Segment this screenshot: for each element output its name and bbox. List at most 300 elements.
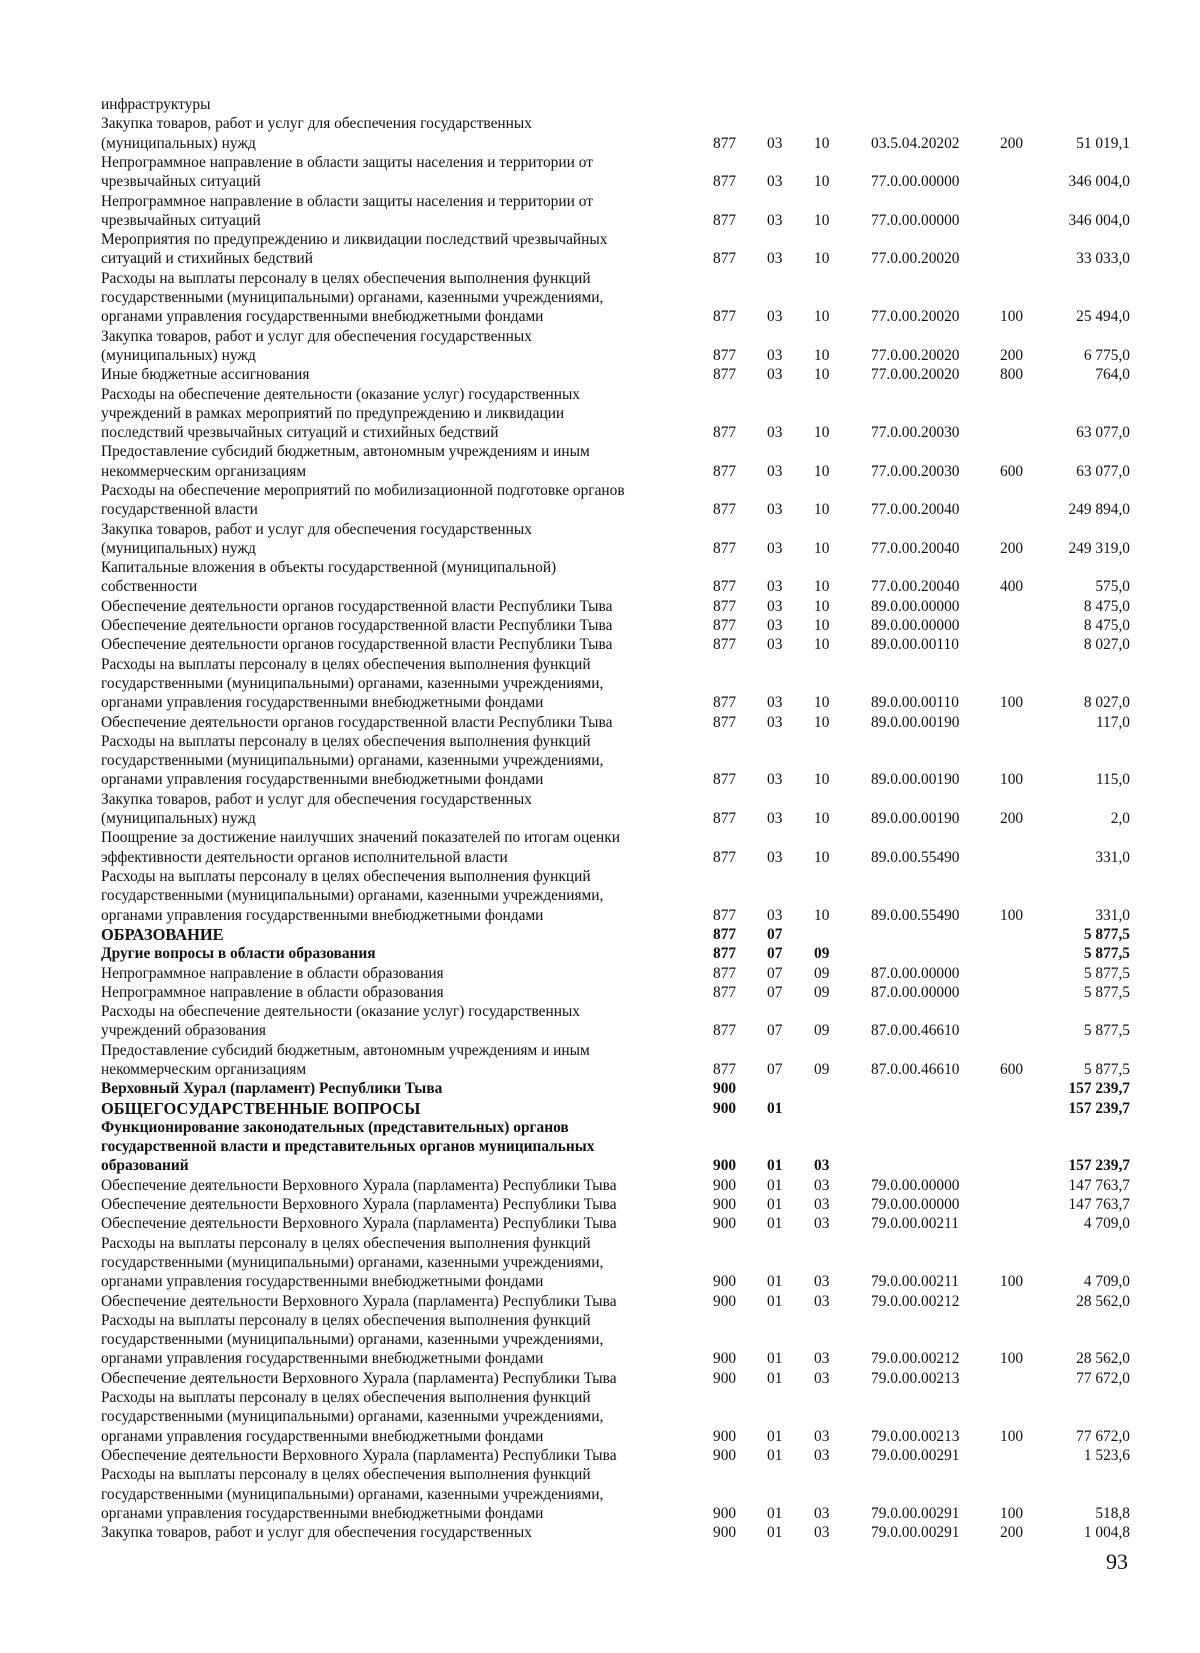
- target-item-code: 89.0.00.00110: [871, 694, 959, 712]
- description-line: органами управления государственными внебюджетными фондами: [101, 1350, 544, 1368]
- amount: 331,0: [1095, 906, 1130, 924]
- expense-type-code: 100: [1000, 1350, 1024, 1368]
- subsection-code: 10: [814, 694, 830, 712]
- description-line: Мероприятия по предупреждению и ликвидации последствий чрезвычайных: [101, 231, 608, 249]
- amount: 77 672,0: [1076, 1427, 1130, 1445]
- section-code: 07: [767, 1022, 783, 1040]
- description-line: инфраструктуры: [101, 96, 211, 113]
- target-item-code: 79.0.00.00000: [871, 1176, 960, 1194]
- target-item-code: 87.0.00.46610: [871, 1060, 960, 1078]
- table-row: [0, 655, 1200, 713]
- section-code: 01: [767, 1524, 783, 1542]
- section-code: 01: [767, 1350, 783, 1368]
- amount: 249 319,0: [1068, 539, 1130, 557]
- target-item-code: 77.0.00.20020: [871, 366, 960, 384]
- target-item-code: 87.0.00.00000: [871, 964, 960, 982]
- description-line: Закупка товаров, работ и услуг для обеспечения государственных: [101, 790, 532, 808]
- department-code: 877: [713, 539, 737, 557]
- department-code: 900: [713, 1196, 737, 1214]
- department-code: 877: [713, 945, 737, 963]
- table-row: [0, 1369, 1200, 1388]
- amount: 115,0: [1095, 771, 1130, 789]
- expense-type-code: 600: [1000, 1060, 1024, 1078]
- department-code: 900: [713, 1292, 737, 1310]
- section-code: 03: [767, 173, 783, 191]
- target-item-code: 77.0.00.20030: [871, 462, 960, 480]
- row-description: [101, 327, 701, 366]
- target-item-code: 89.0.00.00000: [871, 617, 960, 635]
- description-line: государственными (муниципальными) органами, казенными учреждениями,: [101, 674, 604, 692]
- description-line: ОБЩЕГОСУДАРСТВЕННЫЕ ВОПРОСЫ: [101, 1098, 421, 1118]
- description-line: органами управления государственными внебюджетными фондами: [101, 1504, 544, 1522]
- description-line: государственными (муниципальными) органами, казенными учреждениями,: [101, 1331, 604, 1349]
- row-description: [101, 925, 701, 944]
- expense-type-code: 100: [1000, 308, 1024, 326]
- description-line: последствий чрезвычайных ситуаций и стихийных бедствий: [101, 424, 499, 442]
- row-description: [101, 1369, 701, 1388]
- table-row: [0, 1446, 1200, 1465]
- row-description: [101, 442, 701, 481]
- amount: 63 077,0: [1076, 462, 1130, 480]
- subsection-code: 10: [814, 617, 830, 635]
- section-code: 01: [767, 1369, 783, 1387]
- row-description: [101, 1465, 701, 1523]
- subsection-code: 03: [814, 1504, 830, 1522]
- table-row: [0, 1118, 1200, 1176]
- section-code: 01: [767, 1215, 783, 1233]
- table-row: [0, 597, 1200, 616]
- description-line: Закупка товаров, работ и услуг для обеспечения государственных: [101, 115, 532, 133]
- subsection-code: 03: [814, 1369, 830, 1387]
- table-row: [0, 1311, 1200, 1369]
- description-line: Обеспечение деятельности органов государственной власти Республики Тыва: [101, 713, 613, 731]
- section-code: 03: [767, 346, 783, 364]
- description-line: государственными (муниципальными) органами, казенными учреждениями,: [101, 288, 604, 306]
- section-code: 01: [767, 1504, 783, 1522]
- row-description: [101, 520, 701, 559]
- target-item-code: 79.0.00.00211: [871, 1273, 959, 1291]
- description-line: Закупка товаров, работ и услуг для обеспечения государственных: [101, 520, 532, 538]
- target-item-code: 79.0.00.00291: [871, 1447, 960, 1464]
- table-row: [0, 1041, 1200, 1080]
- section-code: 07: [767, 1060, 783, 1078]
- amount: 5 877,5: [1083, 964, 1130, 982]
- table-row: [0, 114, 1200, 153]
- row-description: [101, 481, 701, 520]
- section-code: 03: [767, 578, 783, 596]
- table-row: [0, 520, 1200, 559]
- table-row: [0, 365, 1200, 384]
- department-code: 900: [713, 1427, 737, 1445]
- row-description: [101, 1214, 701, 1233]
- table-row: [0, 1079, 1200, 1098]
- expense-type-code: 100: [1000, 1427, 1024, 1445]
- target-item-code: 79.0.00.00291: [871, 1524, 960, 1542]
- amount: 157 239,7: [1068, 1099, 1130, 1117]
- table-row: [0, 1099, 1200, 1118]
- section-code: 03: [767, 211, 783, 229]
- section-code: 01: [767, 1157, 783, 1175]
- amount: 249 894,0: [1068, 501, 1130, 519]
- table-row: [0, 828, 1200, 867]
- description-line: Расходы на обеспечение деятельности (оказание услуг) государственных: [101, 1003, 580, 1021]
- description-line: органами управления государственными внебюджетными фондами: [101, 1273, 544, 1291]
- section-code: 03: [767, 906, 783, 924]
- department-code: 877: [713, 771, 737, 789]
- row-description: [101, 597, 701, 616]
- department-code: 877: [713, 925, 737, 943]
- description-line: Иные бюджетные ассигнования: [101, 366, 310, 384]
- row-description: [101, 828, 701, 867]
- subsection-code: 10: [814, 134, 830, 152]
- department-code: 900: [713, 1215, 737, 1233]
- department-code: 877: [713, 250, 737, 268]
- target-item-code: 89.0.00.00190: [871, 771, 960, 789]
- row-description: [101, 230, 701, 269]
- description-line: собственности: [101, 578, 198, 596]
- target-item-code: 79.0.00.00291: [871, 1504, 960, 1522]
- target-item-code: 77.0.00.00000: [871, 211, 960, 229]
- description-line: Поощрение за достижение наилучших значений показателей по итогам оценки: [101, 829, 620, 847]
- department-code: 877: [713, 694, 737, 712]
- description-line: Обеспечение деятельности Верховного Хурала (парламента) Республики Тыва: [101, 1369, 617, 1387]
- target-item-code: 77.0.00.20030: [871, 424, 960, 442]
- row-description: [101, 192, 701, 231]
- row-description: [101, 635, 701, 654]
- subsection-code: 09: [814, 983, 830, 1001]
- amount: 8 027,0: [1083, 694, 1130, 712]
- expense-type-code: 200: [1000, 346, 1024, 364]
- row-description: [101, 1041, 701, 1080]
- target-item-code: 89.0.00.00000: [871, 597, 960, 615]
- subsection-code: 10: [814, 308, 830, 326]
- department-code: 877: [713, 906, 737, 924]
- target-item-code: 87.0.00.00000: [871, 983, 960, 1001]
- description-line: Функционирование законодательных (представительных) органов: [101, 1118, 569, 1136]
- amount: 157 239,7: [1068, 1157, 1130, 1175]
- subsection-code: 10: [814, 810, 830, 828]
- row-description: [101, 365, 701, 384]
- description-line: (муниципальных) нужд: [101, 810, 256, 828]
- description-line: Расходы на выплаты персоналу в целях обеспечения выполнения функций: [101, 868, 591, 885]
- table-row: [0, 867, 1200, 925]
- target-item-code: 77.0.00.20040: [871, 539, 960, 557]
- section-code: 01: [767, 1176, 783, 1194]
- row-description: [101, 713, 701, 732]
- description-line: государственными (муниципальными) органами, казенными учреждениями,: [101, 1408, 604, 1426]
- department-code: 877: [713, 597, 737, 615]
- description-line: Расходы на выплаты персоналу в целях обеспечения выполнения функций: [101, 1389, 591, 1407]
- target-item-code: 89.0.00.00190: [871, 810, 960, 828]
- amount: 5 877,5: [1083, 925, 1130, 943]
- table-row: [0, 1523, 1200, 1542]
- target-item-code: 89.0.00.00190: [871, 713, 960, 731]
- description-line: Закупка товаров, работ и услуг для обеспечения государственных: [101, 1524, 532, 1542]
- amount: 8 027,0: [1083, 636, 1130, 654]
- description-line: государственной власти: [101, 501, 258, 519]
- row-description: [101, 1234, 701, 1292]
- amount: 8 475,0: [1083, 617, 1130, 635]
- target-item-code: 89.0.00.55490: [871, 848, 960, 866]
- department-code: 877: [713, 1022, 737, 1040]
- description-line: Расходы на обеспечение деятельности (оказание услуг) государственных: [101, 385, 580, 403]
- row-description: [101, 616, 701, 635]
- amount: 8 475,0: [1083, 597, 1130, 615]
- table-row: [0, 1195, 1200, 1214]
- subsection-code: 10: [814, 906, 830, 924]
- section-code: 03: [767, 771, 783, 789]
- table-row: [0, 1465, 1200, 1523]
- section-code: 01: [767, 1447, 783, 1464]
- description-line: образований: [101, 1157, 189, 1175]
- subsection-code: 03: [814, 1524, 830, 1542]
- amount: 51 019,1: [1076, 134, 1130, 152]
- section-code: 03: [767, 636, 783, 654]
- subsection-code: 10: [814, 848, 830, 866]
- row-description: [101, 1099, 701, 1118]
- department-code: 877: [713, 617, 737, 635]
- description-line: Расходы на выплаты персоналу в целях обеспечения выполнения функций: [101, 732, 591, 750]
- target-item-code: 89.0.00.00110: [871, 636, 959, 654]
- expense-type-code: 100: [1000, 906, 1024, 924]
- target-item-code: 79.0.00.00213: [871, 1369, 960, 1387]
- department-code: 877: [713, 1060, 737, 1078]
- description-line: государственными (муниципальными) органами, казенными учреждениями,: [101, 1253, 604, 1271]
- description-line: Капитальные вложения в объекты государственной (муниципальной): [101, 559, 557, 577]
- table-row: [0, 1002, 1200, 1041]
- description-line: Обеспечение деятельности органов государственной власти Республики Тыва: [101, 617, 613, 635]
- subsection-code: 10: [814, 597, 830, 615]
- target-item-code: 79.0.00.00000: [871, 1196, 960, 1214]
- table-row: [0, 944, 1200, 963]
- target-item-code: 77.0.00.00000: [871, 173, 960, 191]
- section-code: 03: [767, 848, 783, 866]
- department-code: 900: [713, 1080, 737, 1098]
- row-description: [101, 944, 701, 963]
- subsection-code: 09: [814, 945, 830, 963]
- expense-type-code: 100: [1000, 771, 1024, 789]
- description-line: Расходы на обеспечение мероприятий по мобилизационной подготовке органов: [101, 482, 625, 499]
- subsection-code: 10: [814, 462, 830, 480]
- amount: 6 775,0: [1083, 346, 1130, 364]
- section-code: 03: [767, 694, 783, 712]
- subsection-code: 03: [814, 1176, 830, 1194]
- row-description: [101, 964, 701, 983]
- amount: 28 562,0: [1076, 1292, 1130, 1310]
- table-row: [0, 1176, 1200, 1195]
- row-description: [101, 153, 701, 192]
- expense-type-code: 200: [1000, 539, 1024, 557]
- description-line: Другие вопросы в области образования: [101, 945, 376, 963]
- department-code: 877: [713, 366, 737, 384]
- section-code: 07: [767, 964, 783, 982]
- description-line: Обеспечение деятельности органов государственной власти Республики Тыва: [101, 597, 613, 615]
- target-item-code: 79.0.00.00212: [871, 1292, 960, 1310]
- expense-type-code: 100: [1000, 694, 1024, 712]
- row-description: [101, 1446, 701, 1465]
- department-code: 877: [713, 578, 737, 596]
- description-line: Предоставление субсидий бюджетным, автономным учреждениям и иным: [101, 443, 590, 461]
- page-number: 93: [1106, 1549, 1128, 1574]
- description-line: государственными (муниципальными) органами, казенными учреждениями,: [101, 1485, 604, 1503]
- amount: 1 523,6: [1083, 1447, 1130, 1464]
- description-line: Обеспечение деятельности органов государственной власти Республики Тыва: [101, 636, 613, 654]
- amount: 117,0: [1095, 713, 1130, 731]
- table-row: [0, 442, 1200, 481]
- table-row: [0, 192, 1200, 231]
- section-code: 01: [767, 1427, 783, 1445]
- subsection-code: 09: [814, 964, 830, 982]
- department-code: 877: [713, 134, 737, 152]
- subsection-code: 10: [814, 346, 830, 364]
- department-code: 900: [713, 1099, 737, 1117]
- row-description: [101, 558, 701, 597]
- amount: 1 004,8: [1083, 1524, 1130, 1542]
- description-line: государственными (муниципальными) органами, казенными учреждениями,: [101, 887, 604, 905]
- description-line: (муниципальных) нужд: [101, 346, 256, 364]
- description-line: чрезвычайных ситуаций: [101, 173, 261, 191]
- row-description: [101, 732, 701, 790]
- description-line: (муниципальных) нужд: [101, 134, 256, 152]
- amount: 33 033,0: [1076, 250, 1130, 268]
- amount: 5 877,5: [1083, 1022, 1130, 1040]
- subsection-code: 10: [814, 771, 830, 789]
- expense-type-code: 400: [1000, 578, 1024, 596]
- section-code: 03: [767, 617, 783, 635]
- target-item-code: 77.0.00.20040: [871, 578, 960, 596]
- section-code: 03: [767, 308, 783, 326]
- row-description: [101, 655, 701, 713]
- subsection-code: 10: [814, 578, 830, 596]
- subsection-code: 03: [814, 1157, 830, 1175]
- row-description: [101, 867, 701, 925]
- target-item-code: 79.0.00.00213: [871, 1427, 960, 1445]
- description-line: органами управления государственными внебюджетными фондами: [101, 1427, 544, 1445]
- department-code: 900: [713, 1176, 737, 1194]
- table-row: [0, 713, 1200, 732]
- amount: 5 877,5: [1083, 983, 1130, 1001]
- amount: 157 239,7: [1068, 1080, 1130, 1098]
- amount: 63 077,0: [1076, 424, 1130, 442]
- row-description: [101, 1311, 701, 1369]
- amount: 346 004,0: [1068, 211, 1130, 229]
- amount: 147 763,7: [1068, 1176, 1130, 1194]
- target-item-code: 77.0.00.20040: [871, 501, 960, 519]
- section-code: 01: [767, 1196, 783, 1214]
- description-line: Обеспечение деятельности Верховного Хурала (парламента) Республики Тыва: [101, 1292, 617, 1310]
- row-description: [101, 1523, 701, 1542]
- section-code: 03: [767, 250, 783, 268]
- target-item-code: 77.0.00.20020: [871, 308, 960, 326]
- amount: 764,0: [1095, 366, 1130, 384]
- section-code: 01: [767, 1099, 783, 1117]
- table-row: [0, 983, 1200, 1002]
- table-row: [0, 925, 1200, 944]
- description-line: Расходы на выплаты персоналу в целях обеспечения выполнения функций: [101, 1466, 591, 1484]
- amount: 5 877,5: [1083, 945, 1130, 963]
- description-line: некоммерческим организациям: [101, 462, 307, 480]
- description-line: государственными (муниципальными) органами, казенными учреждениями,: [101, 752, 604, 770]
- target-item-code: 89.0.00.55490: [871, 906, 960, 924]
- department-code: 900: [713, 1157, 737, 1175]
- department-code: 877: [713, 964, 737, 982]
- row-description: [101, 385, 701, 443]
- description-line: Непрограммное направление в области образования: [101, 964, 444, 982]
- table-row: [0, 327, 1200, 366]
- department-code: 877: [713, 346, 737, 364]
- amount: 147 763,7: [1068, 1196, 1130, 1214]
- description-line: органами управления государственными внебюджетными фондами: [101, 308, 544, 326]
- description-line: учреждений образования: [101, 1022, 266, 1040]
- amount: 25 494,0: [1076, 308, 1130, 326]
- table-row: [0, 616, 1200, 635]
- subsection-code: 03: [814, 1273, 830, 1291]
- amount: 4 709,0: [1083, 1273, 1130, 1291]
- row-description: [101, 1079, 701, 1098]
- amount: 575,0: [1095, 578, 1130, 596]
- subsection-code: 09: [814, 1022, 830, 1040]
- subsection-code: 03: [814, 1350, 830, 1368]
- department-code: 900: [713, 1350, 737, 1368]
- section-code: 07: [767, 945, 783, 963]
- description-line: органами управления государственными внебюджетными фондами: [101, 906, 544, 924]
- subsection-code: 10: [814, 211, 830, 229]
- amount: 331,0: [1095, 848, 1130, 866]
- department-code: 877: [713, 501, 737, 519]
- table-row: [0, 1234, 1200, 1292]
- table-row: [0, 964, 1200, 983]
- subsection-code: 10: [814, 713, 830, 731]
- department-code: 877: [713, 636, 737, 654]
- description-line: Непрограммное направление в области защиты населения и территории от: [101, 192, 593, 210]
- section-code: 03: [767, 424, 783, 442]
- expense-type-code: 100: [1000, 1273, 1024, 1291]
- table-row: [0, 95, 1200, 114]
- expense-type-code: 800: [1000, 366, 1024, 384]
- row-description: [101, 1388, 701, 1446]
- target-item-code: 79.0.00.00211: [871, 1215, 959, 1233]
- table-row: [0, 385, 1200, 443]
- expense-type-code: 200: [1000, 1524, 1024, 1542]
- amount: 2,0: [1110, 810, 1130, 828]
- description-line: Расходы на выплаты персоналу в целях обеспечения выполнения функций: [101, 269, 591, 287]
- description-line: чрезвычайных ситуаций: [101, 211, 261, 229]
- expense-type-code: 600: [1000, 462, 1024, 480]
- row-description: [101, 269, 701, 327]
- department-code: 877: [713, 173, 737, 191]
- subsection-code: 03: [814, 1215, 830, 1233]
- subsection-code: 10: [814, 173, 830, 191]
- amount: 77 672,0: [1076, 1369, 1130, 1387]
- table-row: [0, 732, 1200, 790]
- table-row: [0, 153, 1200, 192]
- description-line: учреждений в рамках мероприятий по предупреждению и ликвидации: [101, 404, 565, 422]
- subsection-code: 10: [814, 501, 830, 519]
- description-line: Расходы на выплаты персоналу в целях обеспечения выполнения функций: [101, 1234, 591, 1252]
- description-line: Обеспечение деятельности Верховного Хурала (парламента) Республики Тыва: [101, 1196, 617, 1214]
- target-item-code: 77.0.00.20020: [871, 250, 960, 268]
- department-code: 877: [713, 848, 737, 866]
- section-code: 01: [767, 1292, 783, 1310]
- description-line: государственной власти и представительных органов муниципальных: [101, 1138, 595, 1156]
- row-description: [101, 95, 701, 114]
- department-code: 900: [713, 1369, 737, 1387]
- description-line: Расходы на выплаты персоналу в целях обеспечения выполнения функций: [101, 1311, 591, 1329]
- section-code: 03: [767, 597, 783, 615]
- row-description: [101, 1195, 701, 1214]
- description-line: ситуаций и стихийных бедствий: [101, 250, 314, 268]
- section-code: 03: [767, 539, 783, 557]
